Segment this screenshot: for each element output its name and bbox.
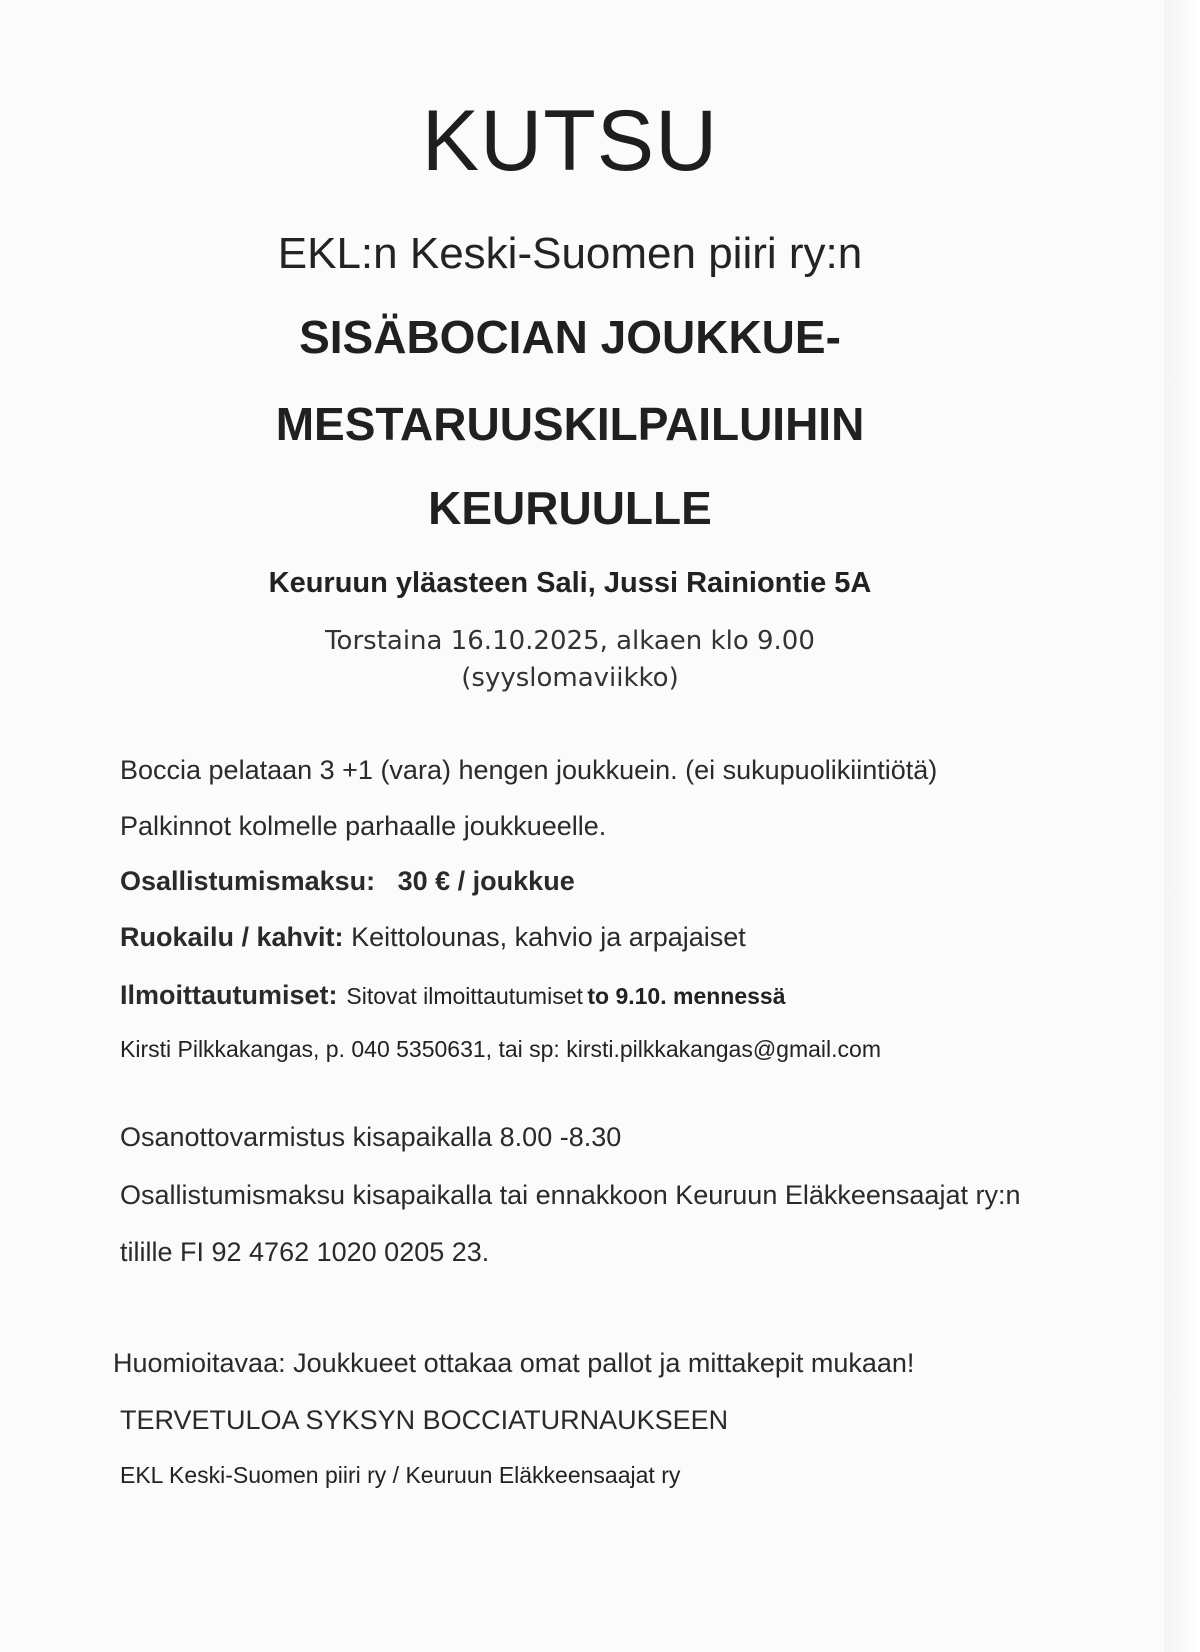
signature-line: EKL Keski-Suomen piiri ry / Keuruun Eläkkeensaajat ry <box>120 1462 681 1488</box>
venue-line: Keuruun yläasteen Sali, Jussi Rainiontie 5A <box>268 567 872 599</box>
fee-line <box>120 866 575 897</box>
contact-line: Kirsti Pilkkakangas, p. 040 5350631, tai sp: kirsti.pilkkakangas@gmail.com <box>120 1036 881 1062</box>
registration-deadline: to 9.10. mennessä <box>587 983 786 1009</box>
prizes-line: Palkinnot kolmelle parhaalle joukkueelle. <box>120 811 607 841</box>
registration-line <box>120 980 786 1011</box>
fee-value: 30 € / joukkue <box>397 866 575 896</box>
date-note: (syyslomaviikko) <box>461 663 679 693</box>
food-value: Keittolounas, kahvio ja arpajaiset <box>351 922 746 952</box>
note-line: Huomioitavaa: Joukkueet ottakaa omat pallot ja mittakepit mukaan! <box>113 1348 915 1378</box>
welcome-line: TERVETULOA SYKSYN BOCCIATURNAUKSEEN <box>120 1405 729 1435</box>
payment-line-1: Osallistumismaksu kisapaikalla tai ennakkoon Keuruun Eläkkeensaajat ry:n <box>120 1180 1021 1210</box>
event-title-line-2: MESTARUUSKILPAILUIHIN <box>275 398 865 450</box>
event-title-line-1: SISÄBOCIAN JOUKKUE- <box>299 311 841 363</box>
food-line <box>120 922 746 953</box>
food-label: Ruokailu / kahvit: <box>120 922 344 952</box>
fee-label: Osallistumismaksu: <box>120 866 376 896</box>
scan-edge <box>1164 0 1200 1652</box>
registration-label: Ilmoittautumiset: <box>120 980 338 1010</box>
registration-text: Sitovat ilmoittautumiset <box>346 983 583 1009</box>
teams-line: Boccia pelataan 3 +1 (vara) hengen joukkuein. (ei sukupuolikiintiötä) <box>120 755 938 785</box>
payment-line-2: tilille FI 92 4762 1020 0205 23. <box>120 1237 490 1267</box>
organizer-line: EKL:n Keski-Suomen piiri ry:n <box>277 229 863 278</box>
event-title-line-3: KEURUULLE <box>428 482 712 534</box>
checkin-line: Osanottovarmistus kisapaikalla 8.00 -8.30 <box>120 1122 622 1152</box>
page-title: KUTSU <box>421 93 719 189</box>
date-line: Torstaina 16.10.2025, alkaen klo 9.00 <box>325 626 815 656</box>
